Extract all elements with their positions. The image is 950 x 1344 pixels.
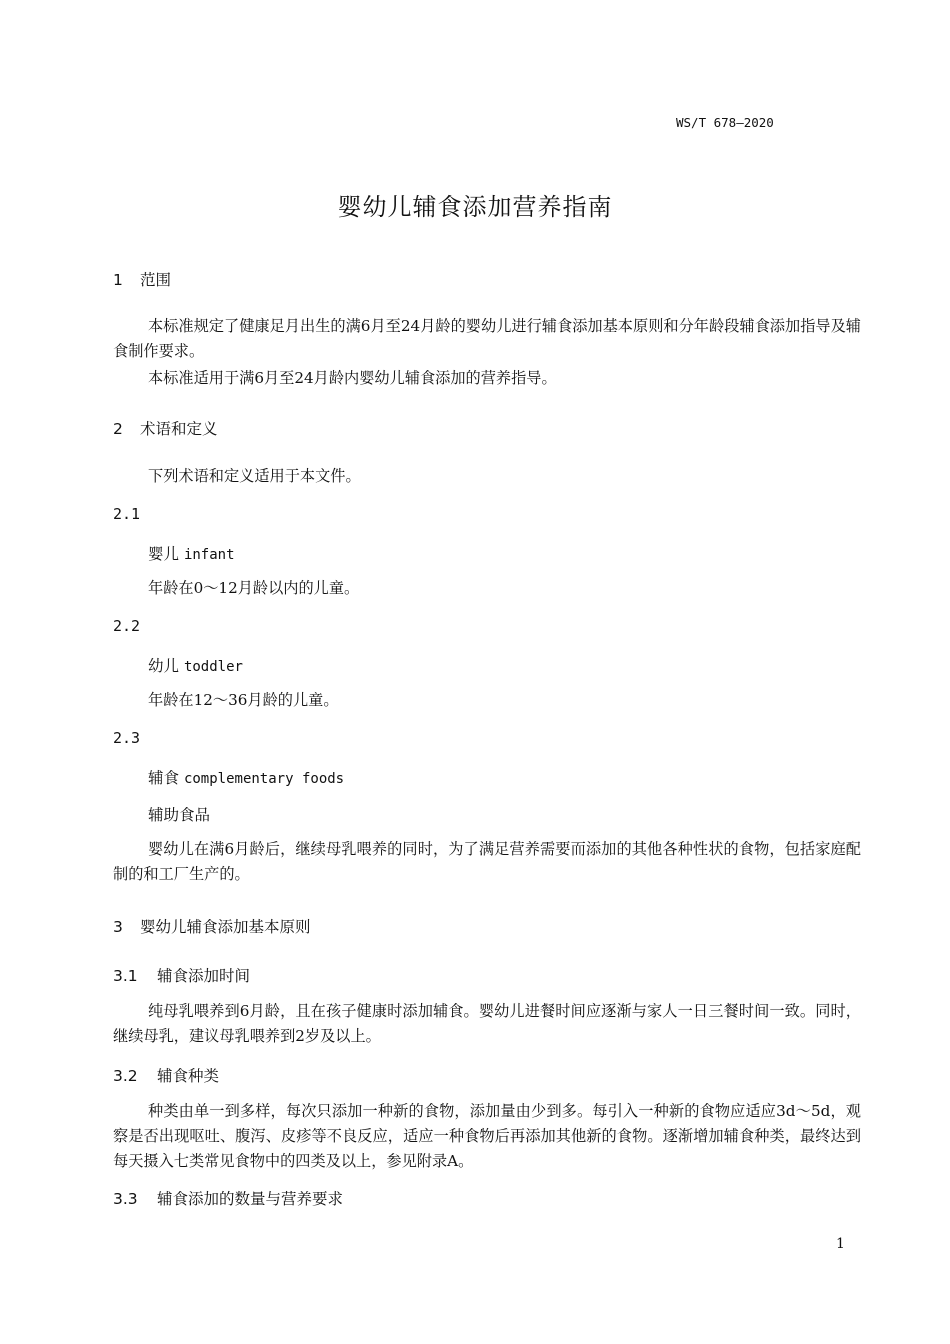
section-heading-terms <box>113 417 218 439</box>
term-chinese: 婴儿 <box>148 545 180 563</box>
term-english: complementary foods <box>183 771 345 787</box>
terms-intro: 下列术语和定义适用于本文件。 <box>148 467 361 485</box>
standard-code: WS/T 678—2020 <box>676 115 774 130</box>
section-title: 婴幼儿辅食添加基本原则 <box>140 918 311 936</box>
term-number: 2.3 <box>113 729 141 747</box>
term-english: toddler <box>183 659 243 675</box>
term-chinese: 辅食 <box>148 769 180 787</box>
term-chinese: 幼儿 <box>148 657 180 675</box>
subsection-title: 辅食种类 <box>157 1067 220 1085</box>
subsection-number: 3.1 <box>113 967 138 985</box>
section-number: 3 <box>113 918 123 936</box>
subsection-heading-quantity <box>113 1187 343 1209</box>
term-infant <box>148 542 235 564</box>
scope-paragraph-1: 本标准规定了健康足月出生的满6月至24月龄的婴幼儿进行辅食添加基本原则和分年龄段辅食添加指导及辅食制作要求。 <box>113 317 861 360</box>
subsection-number: 3.2 <box>113 1067 138 1085</box>
section-heading-scope <box>113 268 171 290</box>
timing-paragraph: 纯母乳喂养到6月龄，且在孩子健康时添加辅食。婴幼儿进餐时间应逐渐与家人一日三餐时间一致。同时，继续母乳，建议母乳喂养到2岁及以上。 <box>113 1002 861 1045</box>
term-complementary-foods <box>148 766 344 788</box>
subsection-title: 辅食添加的数量与营养要求 <box>157 1190 344 1208</box>
term-definition: 婴幼儿在满6月龄后，继续母乳喂养的同时，为了满足营养需要而添加的其他各种性状的食物，包括家庭配制的和工厂生产的。 <box>113 840 861 883</box>
subsection-heading-types <box>113 1064 219 1086</box>
term-number: 2.1 <box>113 505 141 523</box>
section-heading-principles <box>113 915 311 937</box>
document-title: 婴幼儿辅食添加营养指南 <box>337 193 613 221</box>
page-number: 1 <box>836 1236 845 1252</box>
section-number: 1 <box>113 271 123 289</box>
subsection-title: 辅食添加时间 <box>157 967 251 985</box>
subsection-number: 3.3 <box>113 1190 138 1208</box>
section-title: 术语和定义 <box>140 420 218 438</box>
term-synonym: 辅助食品 <box>148 806 211 824</box>
section-number: 2 <box>113 420 123 438</box>
subsection-heading-timing <box>113 964 250 986</box>
section-title: 范围 <box>140 271 172 289</box>
term-definition: 年龄在0～12月龄以内的儿童。 <box>148 579 360 597</box>
types-paragraph: 种类由单一到多样，每次只添加一种新的食物，添加量由少到多。每引入一种新的食物应适应3d～5d，观察是否出现呕吐、腹泻、皮疹等不良反应，适应一种食物后再添加其他新的食物。逐渐增加辅食种类，最终达到每天摄入七类常见食物中的四类及以上，参见附录A。 <box>113 1102 861 1170</box>
term-definition: 年龄在12～36月龄的儿童。 <box>148 691 339 709</box>
scope-paragraph-2: 本标准适用于满6月至24月龄内婴幼儿辅食添加的营养指导。 <box>148 369 557 387</box>
term-toddler <box>148 654 243 676</box>
term-english: infant <box>183 547 235 563</box>
term-number: 2.2 <box>113 617 141 635</box>
